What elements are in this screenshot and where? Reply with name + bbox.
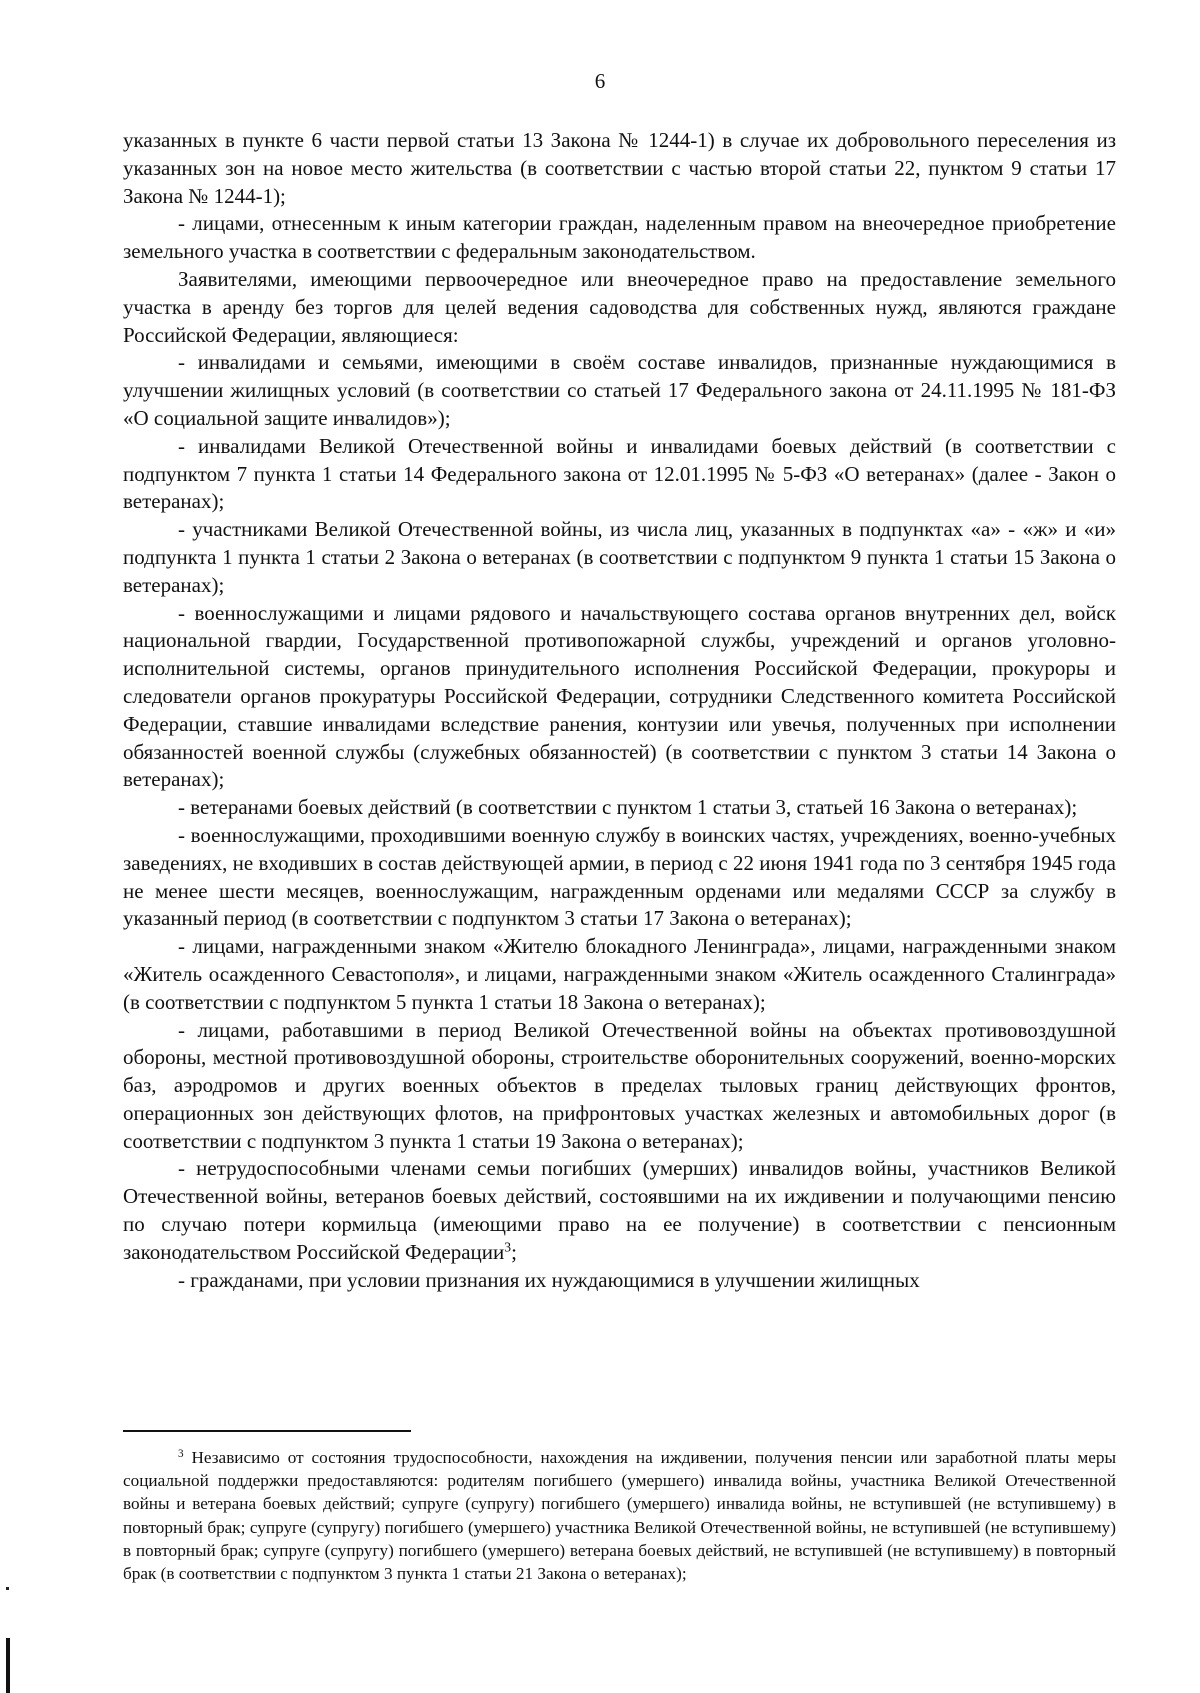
- list-item-servicemen-1941-1945: - военнослужащими, проходившими военную службу в воинских частях, учреждениях, военно-учебных заведениях, не входивших в состав действующей армии, в период с 22 июня 1941 года по 3 сентября 1945 года не менее шести месяцев, военнослужащим, награжденным орденами или медалями СССР за службу в указанный период (в соответствии с подпунктом 3 статьи 17 Закона о ветеранах);: [123, 822, 1116, 931]
- list-item-disabled-families: - инвалидами и семьями, имеющими в своём составе инвалидов, признанные нуждающимися в улучшении жилищных условий (в соответствии со статьей 17 Федерального закона от 24.11.1995 № 181-ФЗ «О социальной защите инвалидов»);: [123, 350, 1116, 430]
- list-item-family-members: [123, 1155, 1116, 1266]
- footnotes: [123, 1446, 1116, 1585]
- list-item-defense-workers: - лицами, работавшими в период Великой Отечественной войны на объектах противовоздушной обороны, местной противовоздушной обороны, строительстве оборонительных сооружений, военно-морских баз, аэродромов и других военных объектов в пределах тыловых границ действующих фронтов, операционных зон действующих флотов, на прифронтовых участках железных и автомобильных дорог (в соответствии с подпунктом 3 пункта 1 статьи 19 Закона о ветеранах);: [123, 1017, 1116, 1153]
- list-item-citizens-housing: - гражданами, при условии признания их нуждающимися в улучшении жилищных: [178, 1267, 920, 1292]
- scan-artifact-bar: [6, 1638, 10, 1693]
- list-item-siege-residents: - лицами, награжденными знаком «Жителю блокадного Ленинграда», лицами, награжденными знаком «Житель осажденного Севастополя», и лицами, награжденными знаком «Житель осажденного Сталинграда» (в соответствии с подпунктом 5 пункта 1 статьи 18 Закона о ветеранах);: [123, 934, 1116, 1014]
- list-item-war-invalids: - инвалидами Великой Отечественной войны и инвалидами боевых действий (в соответствии с подпунктом 7 пункта 1 статьи 14 Федерального закона от 12.01.1995 № 5-ФЗ «О ветеранах» (далее - Закон о ветеранах);: [123, 433, 1116, 514]
- list-item-war-participants: - участниками Великой Отечественной войны, из числа лиц, указанных в подпунктах «а» - «ж» и «и» подпункта 1 пункта 1 статьи 2 Закона о ветеранах (в соответствии с подпунктом 9 пункта 1 статьи 15 Закона о ветеранах);: [123, 517, 1116, 597]
- page-number: 6: [594, 69, 606, 93]
- scan-artifact-dot: [6, 1587, 9, 1590]
- footnote-text: Независимо от состояния трудоспособности, нахождения на иждивении, получения пенсии или заработной платы меры социальной поддержки предоставляются: родителям погибшего (умершего) инвалида войны, участника Великой Отечественной войны и ветерана боевых действий; супруге (супругу) погибшего (умершего) инвалида войны, не вступившей (не вступившему) в повторный брак; супруге (супругу) погибшего (умершего) участника Великой Отечественной войны, не вступившей (не вступившему) в повторный брак; супруге (супругу) погибшего (умершего) ветерана боевых действий, не вступившей (не вступившему) в повторный брак (в соответствии с подпунктом 3 пункта 1 статьи 21 Закона о ветеранах);: [123, 1448, 1116, 1584]
- list-item-combat-veterans: - ветеранами боевых действий (в соответствии с пунктом 1 статьи 3, статьей 16 Закона о ветеранах);: [178, 795, 1078, 820]
- footnote-3: [123, 1446, 1116, 1585]
- footnote-reference: 3: [504, 1239, 512, 1255]
- paragraph-applicants-intro: Заявителями, имеющими первоочередное или внеочередное право на предоставление земельного участка в аренду без торгов для целей ведения садоводства для собственных нужд, являются граждане Российской Федерации, являющиеся:: [123, 266, 1116, 347]
- paragraph-continuation: указанных в пункте 6 части первой статьи 13 Закона № 1244-1) в случае их добровольного переселения из указанных зон на новое место жительства (в соответствии с частью второй статьи 22, пунктом 9 статьи 17 Закона № 1244-1);: [123, 128, 1116, 208]
- footnote-mark: 3: [178, 1447, 184, 1460]
- family-members-text: - нетрудоспособными членами семьи погибших (умерших) инвалидов войны, участников Великой Отечественной войны, ветеранов боевых действий, состоявшими на их иждивении и получающими пенсию по случаю потери кормильца (имеющими право на ее получение) в соответствии с пенсионным законодательством Российской Федерации: [123, 1156, 1116, 1264]
- document-body: [123, 127, 1116, 1294]
- list-item-other-categories: - лицами, отнесенным к иным категории граждан, наделенным правом на внеочередное приобретение земельного участка в соответствии с федеральным законодательством.: [123, 211, 1116, 264]
- list-item-servicemen-invalids: - военнослужащими и лицами рядового и начальствующего состава органов внутренних дел, войск национальной гвардии, Государственной противопожарной службы, учреждений и органов уголовно-исполнительной системы, органов принудительного исполнения Российской Федерации, прокуроры и следователи органов прокуратуры Российской Федерации, сотрудники Следственного комитета Российской Федерации, ставшие инвалидами вследствие ранения, контузии или увечья, полученных при исполнении обязанностей военной службы (служебных обязанностей) (в соответствии с пунктом 3 статьи 14 Закона о ветеранах);: [123, 600, 1116, 792]
- family-members-suffix: ;: [511, 1239, 517, 1264]
- footnote-divider: [123, 1430, 411, 1432]
